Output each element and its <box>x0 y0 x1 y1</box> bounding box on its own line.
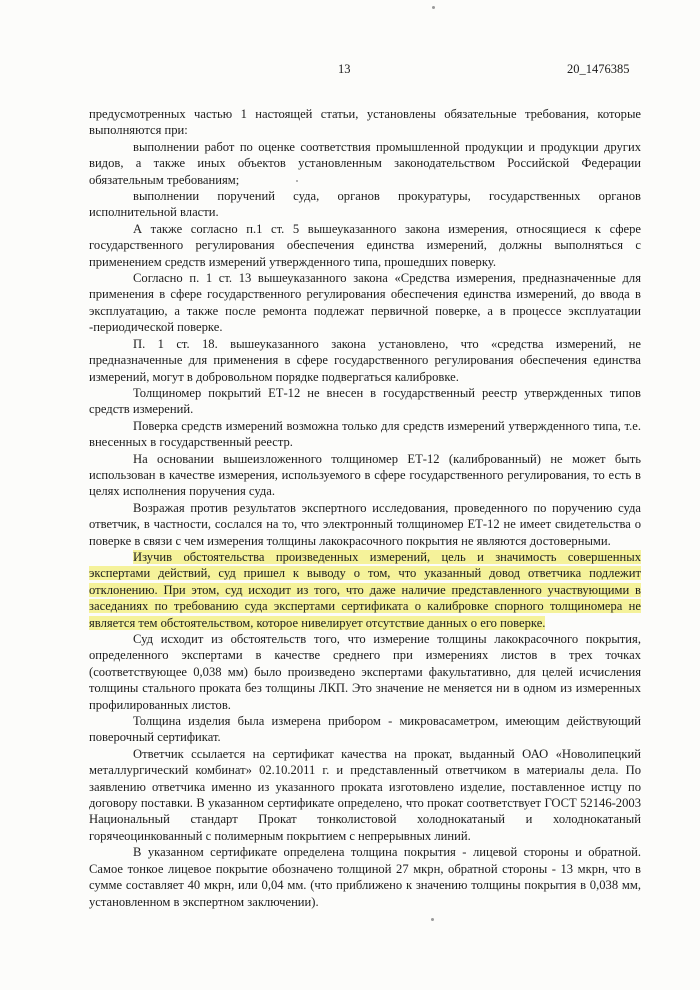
paragraph-1: предусмотренных частью 1 настоящей статьи, установлены обязательные требования, которые выполняются при: <box>89 107 641 138</box>
paragraph-5: Согласно п. 1 ст. 13 вышеуказанного закона «Средства измерения, предназначенные для применения в сфере государственного регулирования обеспечения единства измерений, до ввода в эксплуатацию, а также после ремонта подлежат первичной поверке, а в процессе эксплуатации -периодической поверке. <box>89 271 641 335</box>
paragraph-10: Возражая против результатов экспертного исследования, проведенного по поручению суда ответчик, в частности, сослался на то, что электронный толщиномер ЕТ-12 не имеет свидетельства о поверке в связи с чем измерения толщины лакокрасочного покрытия не являются достоверными. <box>89 500 641 548</box>
paragraph-7: Толщиномер покрытий ЕТ-12 не внесен в государственный реестр утвержденных типов средств измерений. <box>89 385 641 417</box>
paragraph-8: Поверка средств измерений возможна только для средств измерений утвержденного типа, т.е. внесенных в государственный реестр. <box>89 418 641 450</box>
document-id: 20_1476385 <box>567 62 630 76</box>
document-body <box>89 106 641 910</box>
scan-speck <box>432 6 435 9</box>
paragraph-13: Толщина изделия была измерена прибором - микровасаметром, имеющим действующий поверочный сертификат. <box>89 714 641 745</box>
page-number: 13 <box>338 62 351 76</box>
paragraph-15: В указанном сертификате определена толщина покрытия - лицевой стороны и обратной. Самое тонкое лицевое покрытие обозначено толщиной 27 мкрн, обратной стороны - 13 мкрн, что в сумме составляет 40 мкрн, или 0,04 мм. (что приближено к значению толщины покрытия в 0,038 мм, установленном в экспертном заключении). <box>89 845 641 909</box>
paragraph-4: А также согласно п.1 ст. 5 вышеуказанного закона измерения, относящиеся к сфере государственного регулирования обеспечения единства измерений, должны выполняться с применением средств измерений утвержденного типа, прошедших поверку. <box>89 221 641 269</box>
paragraph-11-highlighted <box>89 549 641 631</box>
paragraph-9: На основании вышеизложенного толщиномер ЕТ-12 (калиброванный) не может быть использован в качестве измерения, используемого в сфере государственного регулирования, то есть в целях исполнения поручения суда. <box>89 451 641 499</box>
paragraph-12: Суд исходит из обстоятельств того, что измерение толщины лакокрасочного покрытия, определенного экспертами в качестве среднего при измерениях листов в трех точках (соответствующее 0,038 мм) было произведено экспертами факультативно, для целей исчисления толщины стального проката без толщины ЛКП. Это значение не меняется ни в одном из измеренных профилированных листов. <box>89 632 641 712</box>
paragraph-3: выполнении поручений суда, органов прокуратуры, государственных органов исполнительной власти. <box>89 189 641 220</box>
paragraph-2: выполнении работ по оценке соответствия промышленной продукции и продукции других видов, а также иных объектов установленным законодательством Российской Федерации обязательным требованиям; <box>89 139 641 187</box>
scan-speck <box>431 918 434 921</box>
page-header <box>0 62 700 82</box>
paragraph-14: Ответчик ссылается на сертификат качества на прокат, выданный ОАО «Новолипецкий металлургический комбинат» 02.10.2011 г. и представленный ответчиком в материалы дела. По заявлению ответчика именно из указанного проката изготовлено изделие, поставленное истцу по договору поставки. В указанном сертификате определено, что прокат соответствует ГОСТ 52146-2003 Национальный стандарт Прокат тонколистовой холоднокатаный и холоднокатаный горячеоцинкованный с полимерным покрытием с непрерывных линий. <box>89 746 641 843</box>
scan-speck <box>296 180 298 182</box>
paragraph-6: П. 1 ст. 18. вышеуказанного закона установлено, что «средства измерений, не предназначенные для применения в сфере государственного регулирования обеспечения единства измерений, могут в добровольном порядке подвергаться калибровке. <box>89 336 641 384</box>
highlighted-text: Изучив обстоятельства произведенных измерений, цель и значимость совершенных экспертами действий, суд пришел к выводу о том, что указанный довод ответчика подлежит отклонению. При этом, суд исходит из того, что даже наличие представленного участвующими в заседаниях по требованию суда экспертами сертификата о калибровке спорного толщиномера не является тем обстоятельством, которое нивелирует отсутствие данных о его поверке. <box>89 549 641 630</box>
